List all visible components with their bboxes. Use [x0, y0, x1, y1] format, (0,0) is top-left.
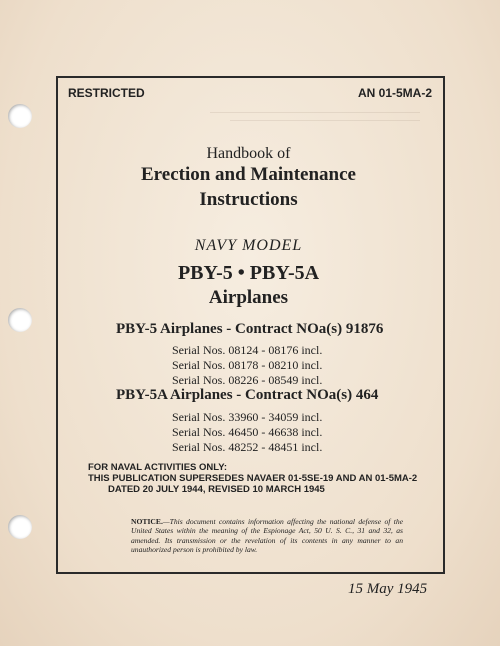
notice-lead: NOTICE. — [131, 517, 163, 526]
serial-range: Serial Nos. 08178 - 08210 incl. — [172, 358, 323, 372]
classification-label: RESTRICTED — [68, 86, 145, 100]
header-row — [64, 86, 436, 102]
model-names: PBY-5 • PBY-5A — [177, 262, 320, 284]
title-line-2: Erection and Maintenance — [141, 164, 356, 185]
model-type: Airplanes — [208, 287, 289, 308]
supersedes-line-1: FOR NAVAL ACTIVITIES ONLY: — [88, 462, 227, 473]
title-line-3: Instructions — [199, 189, 298, 210]
serial-range: Serial Nos. 08124 - 08176 incl. — [172, 343, 323, 357]
supersedes-notice — [88, 462, 428, 495]
notice-text: —This document contains information affecting the national defense of the United States within the meaning of the Espionage Act, 50 U. S. C., 31 and 32, as amended. Its transmission or the revelation of its contents in any manner to an unauthorized person is prohibited by law. — [131, 517, 403, 555]
document-number: AN 01-5MA-2 — [357, 86, 432, 100]
punch-hole — [8, 104, 32, 128]
publication-date: 15 May 1945 — [348, 581, 428, 597]
model-label: NAVY MODEL — [194, 237, 303, 254]
serial-range: Serial Nos. 46450 - 46638 incl. — [172, 425, 323, 439]
punch-hole — [8, 515, 32, 539]
supersedes-line-3: DATED 20 JULY 1944, REVISED 10 MARCH 1945 — [108, 484, 325, 495]
group-title-pby5a: PBY-5A Airplanes - Contract NOa(s) 464 — [116, 387, 379, 403]
group-title-pby5: PBY-5 Airplanes - Contract NOa(s) 91876 — [116, 321, 384, 337]
punch-hole — [8, 308, 32, 332]
serial-range: Serial Nos. 08226 - 08549 incl. — [172, 373, 323, 387]
title-line-1: Handbook of — [206, 145, 291, 162]
serial-range: Serial Nos. 48252 - 48451 incl. — [172, 440, 323, 454]
supersedes-line-2: THIS PUBLICATION SUPERSEDES NAVAER 01-5SE-19 AND AN 01-5MA-2 — [88, 473, 418, 484]
espionage-notice — [131, 517, 403, 555]
show-through-line — [210, 112, 420, 113]
show-through-line — [230, 120, 420, 121]
serial-range: Serial Nos. 33960 - 34059 incl. — [172, 410, 323, 424]
